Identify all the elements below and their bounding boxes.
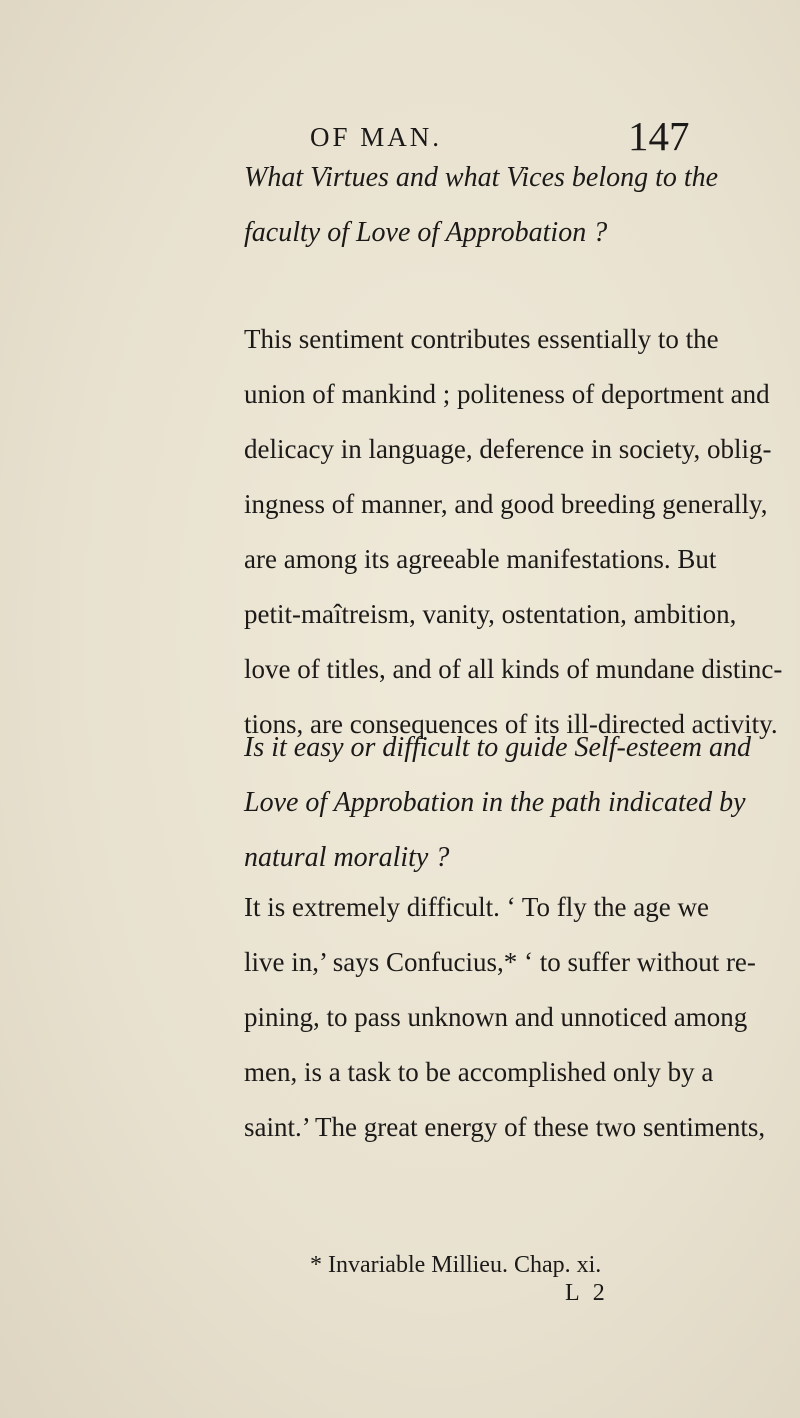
paragraph-2-line: men, is a task to be accomplished only by a [244, 1057, 714, 1087]
paragraph-1-line: are among its agreeable manifestations. But [244, 544, 717, 574]
question-2-line: Love of Approbation in the path indicated by [244, 787, 746, 818]
question-2 [244, 720, 752, 885]
question-1 [244, 150, 719, 260]
question-2-line: Is it easy or difficult to guide Self-esteem and [244, 732, 752, 763]
question-1-line: What Virtues and what Vices belong to the [244, 162, 719, 193]
paragraph-2-line: saint.’ The great energy of these two sentiments, [244, 1112, 766, 1142]
paragraph-2-line: It is extremely difficult. ‘ To fly the age we [244, 892, 709, 922]
paragraph-1-line: love of titles, and of all kinds of mundane distinc- [244, 654, 783, 684]
paragraph-1-line: tions, are consequences of its ill-directed activity. [244, 709, 778, 739]
paragraph-1-line: petit-maîtreism, vanity, ostentation, ambition, [244, 599, 737, 629]
paragraph-1-line: delicacy in language, deference in society, oblig- [244, 434, 772, 464]
question-2-line: natural morality ? [244, 842, 450, 873]
paragraph-1-line: ingness of manner, and good breeding generally, [244, 489, 768, 519]
paragraph-2-line: live in,’ says Confucius,* ‘ to suffer without re- [244, 947, 756, 977]
paragraph-2-line: pining, to pass unknown and unnoticed among [244, 1002, 748, 1032]
paragraph-1-line: union of mankind ; politeness of deportment and [244, 379, 770, 409]
paragraph-1 [244, 312, 783, 752]
paragraph-1-line: This sentiment contributes essentially to the [244, 324, 719, 354]
question-1-line: faculty of Love of Approbation ? [244, 217, 608, 248]
page-number: 147 [628, 113, 690, 159]
footnote: * Invariable Millieu. Chap. xi. [310, 1252, 602, 1278]
paragraph-2 [244, 880, 766, 1155]
signature-mark: L 2 [565, 1280, 609, 1306]
running-title: OF MAN. [310, 122, 443, 152]
